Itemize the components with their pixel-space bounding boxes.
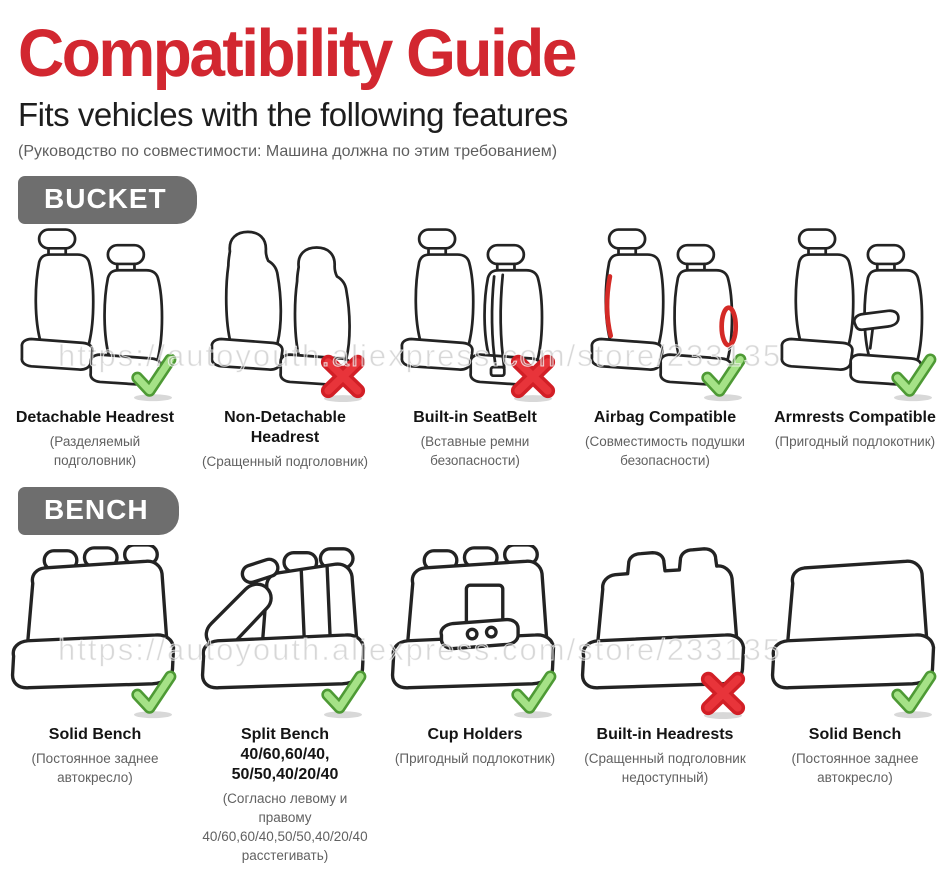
section-badge-bench: BENCH bbox=[18, 487, 179, 535]
feature-label-ru: (Согласно левому и правому 40/60,60/40,50/50,40/20/40 расстегивать) bbox=[202, 790, 368, 863]
page-title: Compatibility Guide bbox=[18, 15, 575, 91]
feature-non-detachable-headrest bbox=[190, 226, 380, 472]
feature-solid-bench-plain bbox=[760, 537, 950, 866]
watermark-url: https://autoyouth.aliexpress.com/store/233135 bbox=[58, 338, 783, 373]
feature-label-ru: (Разделяемый подголовник) bbox=[49, 434, 141, 468]
feature-label-en: Built-in Headrests bbox=[596, 725, 734, 743]
feature-cup-holders bbox=[380, 537, 570, 866]
feature-detachable-headrest bbox=[0, 226, 190, 472]
feature-label-en: Non-Detachable Headrest bbox=[224, 409, 346, 446]
feature-label-ru: (Пригодный подлокотник) bbox=[394, 750, 556, 766]
feature-solid-bench bbox=[0, 537, 190, 866]
watermark-url: https://autoyouth.aliexpress.com/store/233135 bbox=[58, 632, 783, 667]
feature-label-en: Detachable Headrest bbox=[15, 409, 175, 426]
page-subtitle: Fits vehicles with the following features bbox=[18, 96, 568, 133]
section-badge-bucket: BUCKET bbox=[18, 176, 197, 224]
header bbox=[0, 0, 950, 161]
feature-label-en: Armrests Compatible bbox=[774, 409, 936, 426]
cross-icon bbox=[506, 350, 560, 402]
feature-label-ru: (Пригодный подлокотник) bbox=[774, 434, 936, 449]
bucket-row bbox=[0, 226, 950, 472]
feature-label-ru: (Вставные ремни безопасности) bbox=[420, 434, 530, 468]
page-subtitle-russian: (Руководство по совместимости: Машина должна по этим требованием) bbox=[18, 143, 558, 160]
feature-armrests-compatible bbox=[760, 226, 950, 472]
check-icon bbox=[886, 350, 940, 402]
feature-label-ru: (Постоянное заднее автокресло) bbox=[31, 750, 159, 785]
feature-label-ru: (Постоянное заднее автокресло) bbox=[791, 750, 919, 785]
feature-split-bench bbox=[190, 537, 380, 866]
feature-label-en: Built-in SeatBelt bbox=[413, 409, 537, 426]
feature-built-in-headrests bbox=[570, 537, 760, 866]
feature-label-en: Split Bench 40/60,60/40, 50/50,40/20/40 bbox=[231, 725, 339, 783]
feature-label-en: Cup Holders bbox=[427, 725, 523, 743]
feature-label-en: Solid Bench bbox=[48, 725, 142, 743]
check-icon bbox=[696, 350, 750, 402]
feature-label-ru: (Сращенный подголовник недоступный) bbox=[584, 750, 746, 785]
feature-built-in-seatbelt bbox=[380, 226, 570, 472]
feature-label-ru: (Сращенный подголовник) bbox=[202, 454, 368, 469]
cross-icon bbox=[316, 350, 370, 402]
check-icon bbox=[126, 350, 180, 402]
check-icon bbox=[316, 667, 370, 719]
cross-icon bbox=[696, 667, 750, 719]
check-icon bbox=[506, 667, 560, 719]
bench-row bbox=[0, 537, 950, 866]
feature-label-ru: (Совместимость подушки безопасности) bbox=[585, 434, 745, 468]
check-icon bbox=[886, 667, 940, 719]
feature-airbag-compatible bbox=[570, 226, 760, 472]
feature-label-en: Solid Bench bbox=[808, 725, 902, 743]
check-icon bbox=[126, 667, 180, 719]
feature-label-en: Airbag Compatible bbox=[593, 409, 737, 426]
